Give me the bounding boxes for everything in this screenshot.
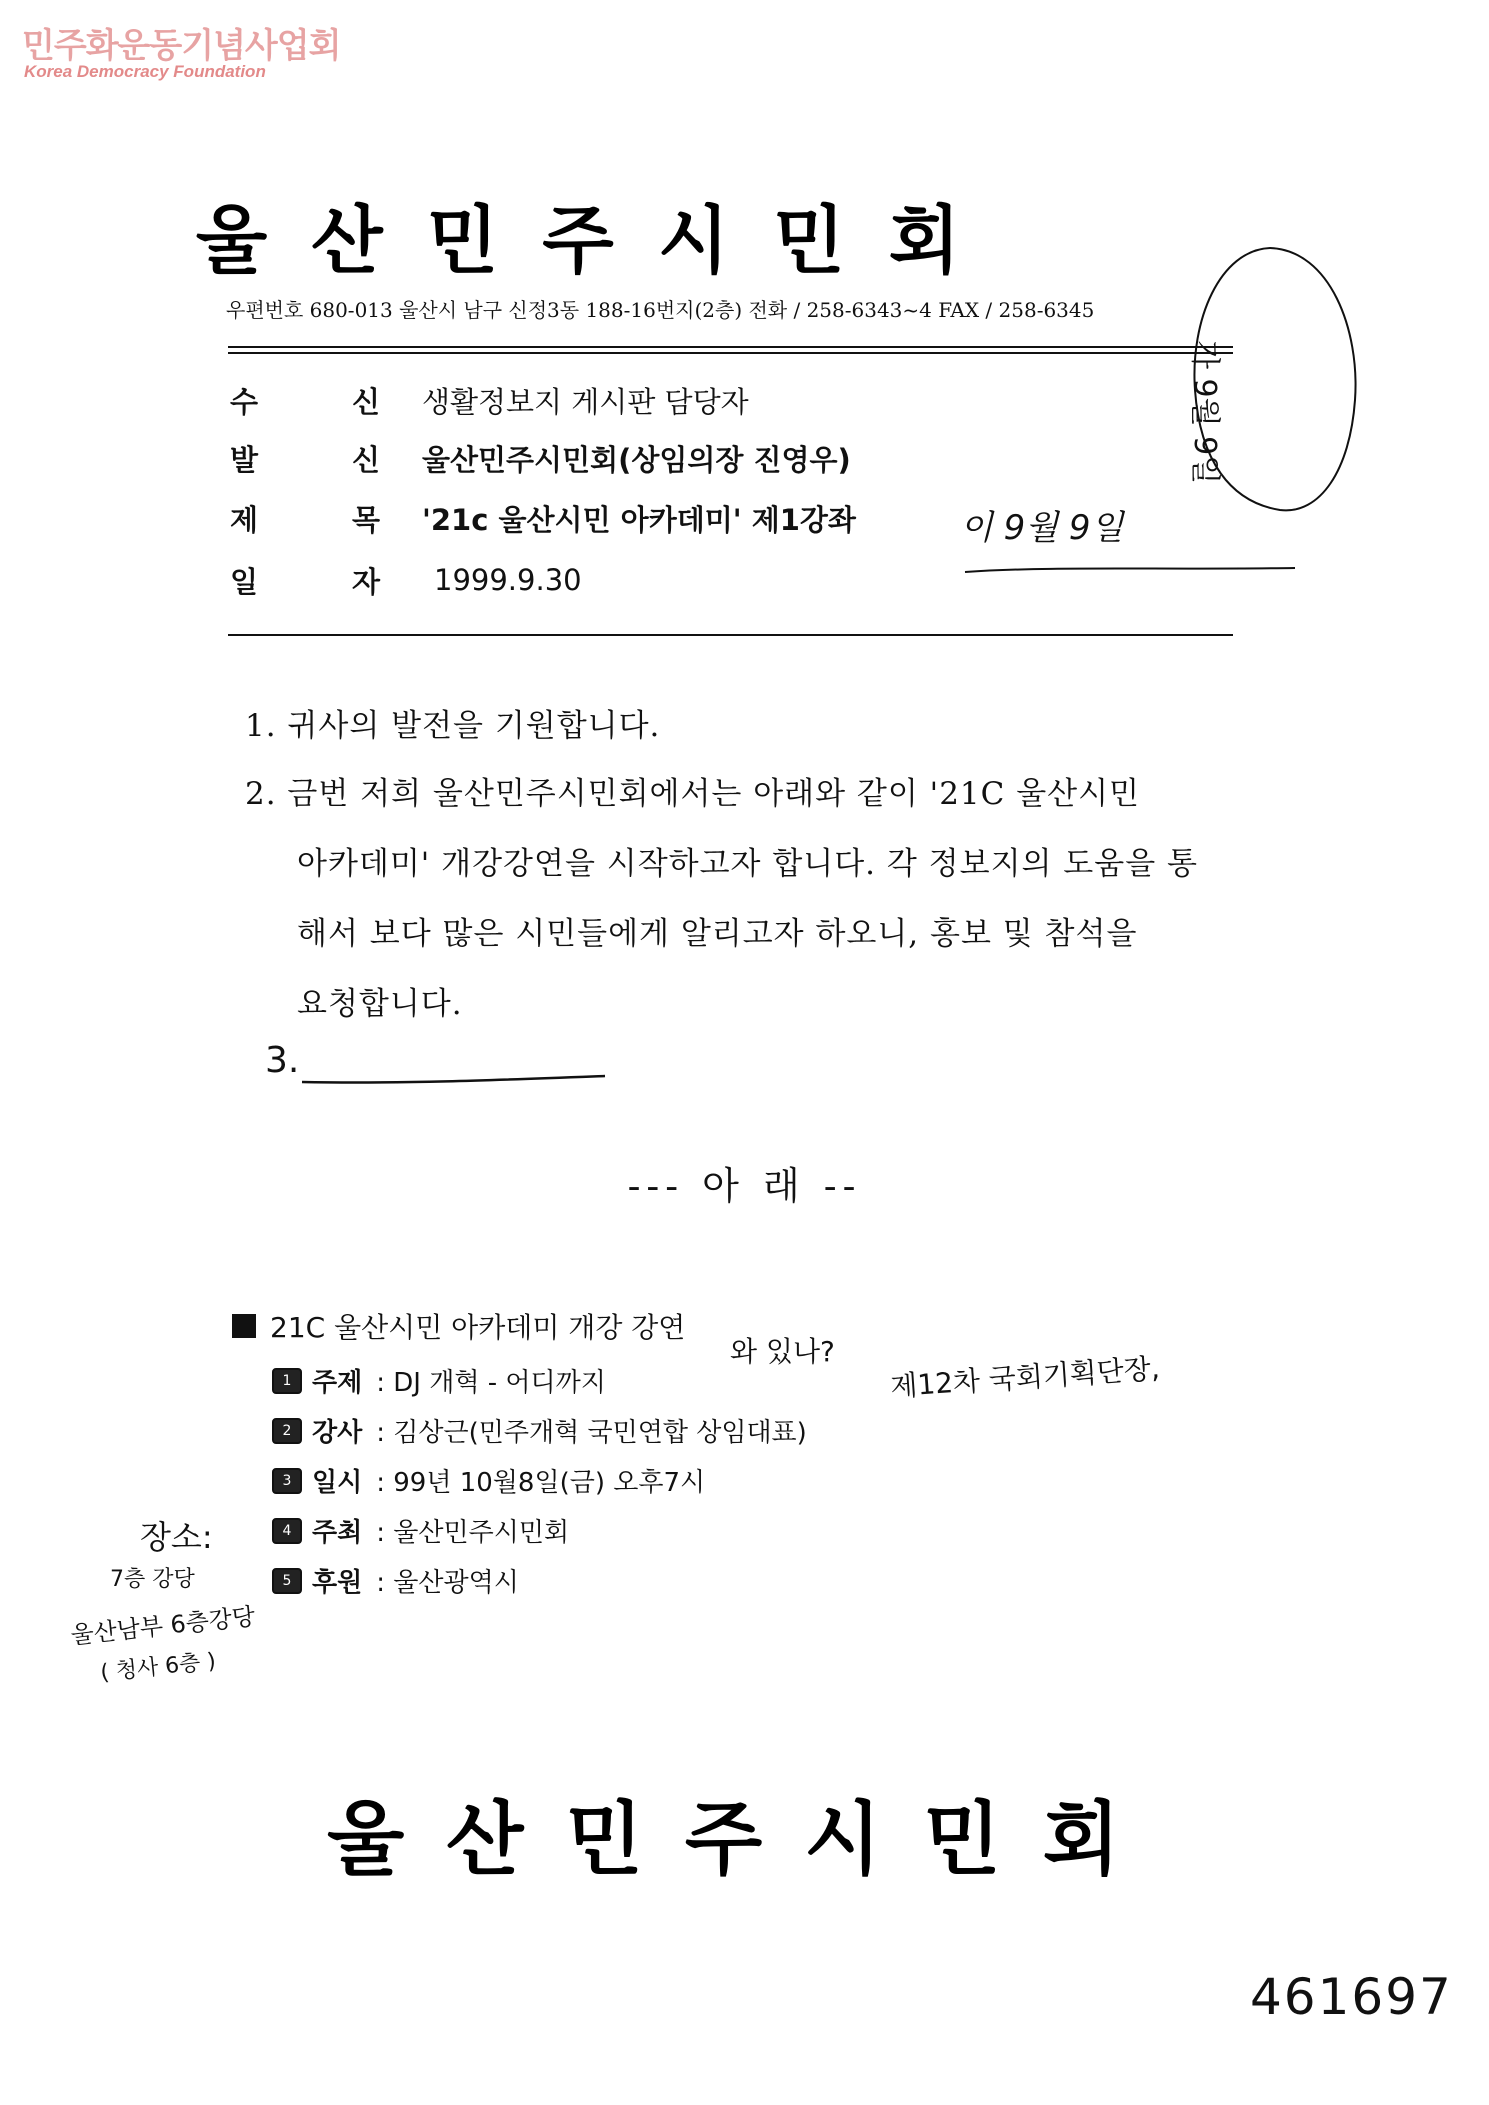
recipient-label-a: 수 <box>230 384 259 419</box>
sender-label <box>230 438 380 479</box>
date-label <box>230 560 380 601</box>
header-recipient-row <box>230 376 749 424</box>
body-line-1: 1. 귀사의 발전을 기원합니다. <box>245 708 661 744</box>
event-item-label: 주제 <box>312 1368 363 1398</box>
event-item-sponsor <box>272 1562 519 1599</box>
bullet-icon: 5 <box>272 1568 302 1594</box>
event-item-value: : 99년 10월8일(금) 오후7시 <box>376 1468 706 1498</box>
header-divider-single <box>228 634 1233 636</box>
event-item-value: : DJ 개혁 - 어디까지 <box>376 1368 606 1398</box>
date-value: 1999.9.30 <box>434 563 582 597</box>
event-heading <box>232 1306 685 1346</box>
date-label-b: 자 <box>351 564 380 599</box>
handwritten-place-label: 장소: <box>140 1518 213 1556</box>
handwritten-subject-note: 이 9월 9일 <box>960 508 1124 548</box>
handwritten-underline <box>960 560 1300 580</box>
body-line-4: 해서 보다 많은 시민들에게 알리고자 하오니, 홍보 및 참석을 <box>297 916 1138 952</box>
bullet-icon: 3 <box>272 1468 302 1494</box>
handwritten-item-3-line <box>300 1070 610 1090</box>
handwritten-item-3: 3. <box>265 1040 300 1081</box>
below-title: --- 아 래 -- <box>627 1164 862 1208</box>
subject-label <box>230 498 380 539</box>
event-item-label: 일시 <box>312 1468 363 1498</box>
sender-label-b: 신 <box>351 442 380 477</box>
event-item-datetime <box>272 1462 705 1499</box>
event-item-label: 강사 <box>312 1418 363 1448</box>
handwritten-topic-note: 와 있나? <box>730 1335 835 1368</box>
handwritten-place-line-3: ( 청사 6층 ) <box>99 1648 218 1686</box>
body-line-5: 요청합니다. <box>297 986 463 1022</box>
subject-label-b: 목 <box>351 502 380 537</box>
event-item-topic <box>272 1362 606 1399</box>
handwritten-topic-extra: 제12차 국회기획단장, <box>889 1351 1161 1404</box>
event-heading-text: 21C 울산시민 아카데미 개강 강연 <box>270 1311 686 1344</box>
subject-label-a: 제 <box>230 502 259 537</box>
watermark-english: Korea Democracy Foundation <box>24 62 266 81</box>
event-item-host <box>272 1512 569 1549</box>
header-subject-row <box>230 494 856 542</box>
body-line-2: 2. 금번 저희 울산민주시민회에서는 아래와 같이 '21C 울산시민 <box>245 776 1140 812</box>
letterhead-title: 울산민주시민회 <box>195 198 1005 284</box>
event-item-speaker <box>272 1412 807 1449</box>
header-date-row <box>230 556 582 604</box>
handwritten-document-number: 461697 <box>1250 1968 1453 2026</box>
bullet-icon: 4 <box>272 1518 302 1544</box>
header-divider-double <box>228 346 1233 354</box>
sender-label-a: 발 <box>230 442 259 477</box>
bullet-icon: 2 <box>272 1418 302 1444</box>
recipient-value: 생활정보지 게시판 담당자 <box>422 384 749 419</box>
event-item-value: : 울산광역시 <box>376 1568 519 1598</box>
event-item-value: : 울산민주시민회 <box>376 1518 570 1548</box>
square-bullet-icon <box>232 1314 256 1338</box>
handwritten-side-note: 가 9월 9일 <box>1187 340 1222 485</box>
event-item-value: : 김상근(민주개혁 국민연합 상임대표) <box>376 1418 807 1448</box>
handwritten-place-line-2: 울산남부 6층강당 <box>69 1602 257 1650</box>
body-line-3: 아카데미' 개강강연을 시작하고자 합니다. 각 정보지의 도움을 통 <box>297 846 1198 882</box>
recipient-label <box>230 380 380 421</box>
bullet-icon: 1 <box>272 1368 302 1394</box>
watermark-korean: 민주화운동기념사업회 <box>22 26 341 66</box>
event-item-label: 후원 <box>312 1568 363 1598</box>
recipient-label-b: 신 <box>351 384 380 419</box>
subject-value: '21c 울산시민 아카데미' 제1강좌 <box>422 502 856 537</box>
letterhead-address: 우편번호 680-013 울산시 남구 신정3동 188-16번지(2층) 전화 / 258-6343~4 FAX / 258-6345 <box>226 298 1095 322</box>
handwritten-place-line-1: 7층 강당 <box>110 1567 195 1592</box>
header-sender-row <box>230 434 851 482</box>
sender-value: 울산민주시민회(상임의장 진영우) <box>422 442 851 477</box>
footer-org-name: 울산민주시민회 <box>327 1793 1162 1886</box>
event-item-label: 주최 <box>312 1518 363 1548</box>
date-label-a: 일 <box>230 564 259 599</box>
